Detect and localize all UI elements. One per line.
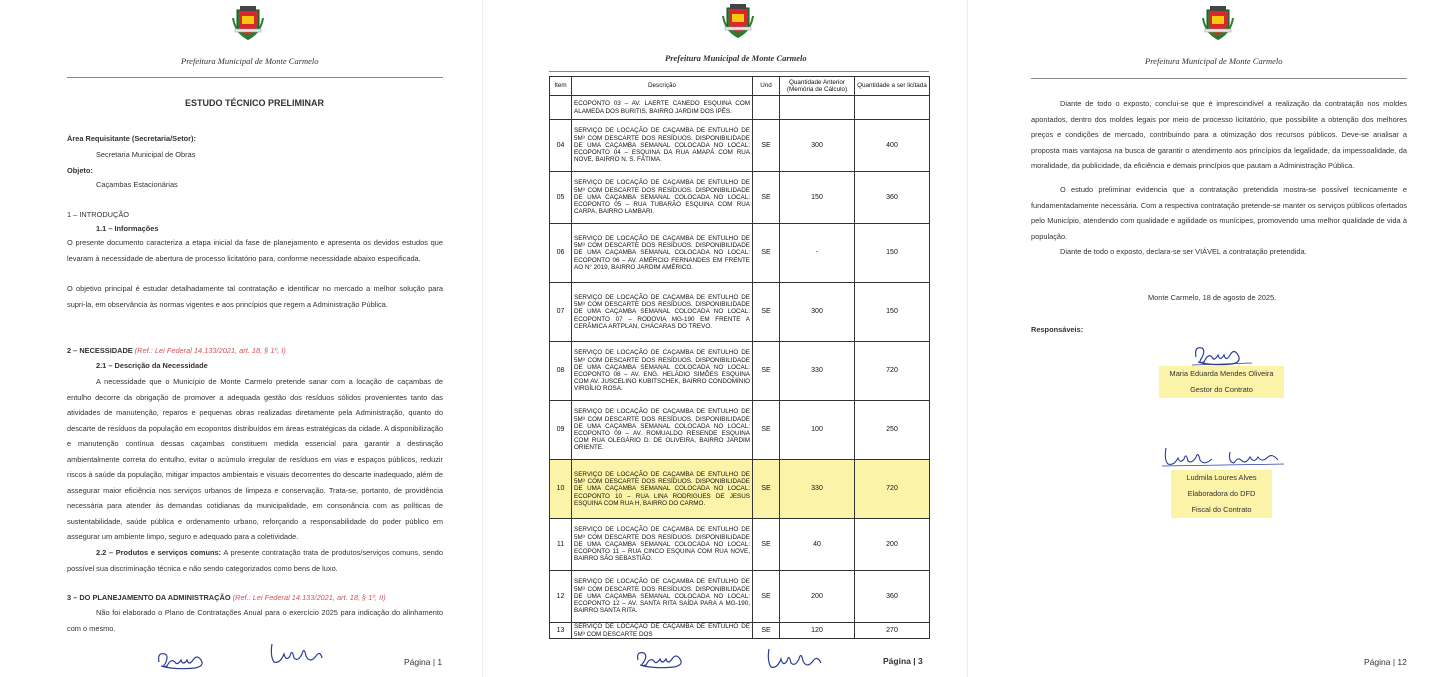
objeto-label: Objeto:: [67, 166, 93, 175]
page-number-1: Página | 1: [404, 657, 443, 667]
intro-paragraph-2: O objetivo principal é estudar detalhadamente tal contratação e identificar no mercado a melhor solução para supri-la, em observância às normas vigentes e aos princípios que regem a Administração Pública.: [67, 284, 443, 309]
section-1-title: 1 – INTRODUÇÃO: [67, 210, 130, 219]
column-header-bid-qty: Quantidade a ser licitada: [855, 77, 930, 96]
signatory-1-role: Gestor do Contrato: [1190, 385, 1253, 394]
signatory-1-name: Maria Eduarda Mendes Oliveira: [1169, 369, 1274, 378]
previous-qty-cell: -: [780, 224, 855, 283]
unit-cell: SE: [753, 519, 780, 571]
unit-cell: SE: [753, 283, 780, 342]
section-2-2-paragraph: [67, 545, 443, 576]
previous-qty-cell: [780, 96, 855, 120]
unit-cell: [753, 96, 780, 120]
bid-qty-cell: 360: [855, 172, 930, 224]
section-3-heading: [67, 590, 386, 606]
signature-initials-2: [763, 646, 825, 672]
unit-cell: SE: [753, 460, 780, 519]
items-table: [549, 76, 930, 639]
bid-qty-cell: 360: [855, 571, 930, 623]
previous-qty-cell: 300: [780, 120, 855, 172]
municipal-crest-logo: [721, 2, 755, 38]
item-cell: 05: [550, 172, 572, 224]
table-row: [550, 519, 930, 571]
description-cell: SERVIÇO DE LOCAÇÃO DE CAÇAMBA DE ENTULHO DE 5M³ COM DESCARTE DOS RESÍDUOS. DISPONIBILIDADE DE UMA CAÇAMBA SEMANAL COLOCADA NO LOCAL: ECOPONTO 12 – AV. SANTA RITA SAÍDA PARA A MG-190, BAIRRO SANTA RITA.: [572, 571, 753, 623]
description-cell: SERVIÇO DE LOCAÇÃO DE CAÇAMBA DE ENTULHO DE 5M³ COM DESCARTE DOS RESÍDUOS. DISPONIBILIDADE DE UMA CAÇAMBA SEMANAL COLOCADA NO LOCAL: ECOPONTO 11 – RUA CINCO ESQUINA COM RUA NOVE, BAIRRO SÃO SEBASTIÃO.: [572, 519, 753, 571]
description-cell: SERVIÇO DE LOCAÇÃO DE CAÇAMBA DE ENTULHO DE 5M³ COM DESCARTE DOS RESÍDUOS. DISPONIBILIDADE DE UMA CAÇAMBA SEMANAL COLOCADA NO LOCAL: ECOPONTO 09 – AV. ROMUALDO RESENDE ESQUINA COM RUA OLEGÁRIO D. DE OLIVEIRA, BAIRRO JARDIM ORIENTE.: [572, 401, 753, 460]
bid-qty-cell: 150: [855, 224, 930, 283]
previous-qty-cell: 300: [780, 283, 855, 342]
signature-initials-1: [634, 648, 690, 670]
item-cell: 06: [550, 224, 572, 283]
header-divider: [549, 71, 929, 72]
area-value: Secretaria Municipal de Obras: [96, 150, 196, 159]
previous-qty-cell: 200: [780, 571, 855, 623]
unit-cell: SE: [753, 401, 780, 460]
table-header-row: [550, 77, 930, 96]
bid-qty-cell: 150: [855, 283, 930, 342]
unit-cell: SE: [753, 224, 780, 283]
table-row: [550, 623, 930, 639]
conclusion-paragraph-3: Diante de todo o exposto, declara-se ser VIÁVEL a contratação pretendida.: [1060, 247, 1307, 256]
table-row: [550, 283, 930, 342]
column-header-previous-qty: Quantidade Anterior (Memória de Cálculo): [780, 77, 855, 96]
section-2-reference: (Ref.: Lei Federal 14.133/2021, art. 18, § 1º, I): [134, 346, 286, 355]
intro-paragraph-1: O presente documento caracteriza a etapa inicial da fase de planejamento e apresenta os devidos estudos que levaram à necessidade de abertura de processo licitatório para, conforme necessidade abaixo especificada.: [67, 238, 443, 263]
column-header-description: Descrição: [572, 77, 753, 96]
need-paragraph: A necessidade que o Município de Monte Carmelo pretende sanar com a locação de caçambas de entulho decorre da obrigação de promover a adequada gestão dos resíduos sólidos provenientes tanto das atividades de manutenção, reparos e pequenas obras realizadas diretamente pela Administração, quanto do descarte de resíduos da população em ecopontos distribuídos em áreas estratégicas da cidade. A disponibilização e manutenção contínua dessas caçambas constituem medida essencial para garantir a destinação ambientalmente correta do entulho, evitar o acúmulo irregular de resíduos em vias e espaços públicos, reduzir riscos à saúde da população, mitigar impactos ambientais e visuais decorrentes do descarte inadequado, além de assegurar maior eficiência nos serviços urbanos de limpeza e conservação. Trata-se, portanto, de providência necessária para atender às demandas cotidianas da municipalidade, em consonância com as políticas de sustentabilidade, saúde pública e ordenamento urbano, reforçando a responsabilidade do poder público em assegurar um ambiente limpo, seguro e adequado para a coletividade.: [67, 377, 443, 541]
previous-qty-cell: 40: [780, 519, 855, 571]
signatory-2-role-2: Fiscal do Contrato: [1191, 505, 1252, 514]
signature-initials-1: [155, 648, 210, 672]
table-row: [550, 120, 930, 172]
table-row: [550, 401, 930, 460]
table-row: [550, 342, 930, 401]
description-cell: SERVIÇO DE LOCAÇÃO DE CAÇAMBA DE ENTULHO DE 5M³ COM DESCARTE DOS RESÍDUOS. DISPONIBILIDADE DE UMA CAÇAMBA SEMANAL COLOCADA NO LOCAL: ECOPONTO 04 – ESQUINA DA RUA AMAPÁ COM RUA NOVE, BAIRRO N. S. FÁTIMA.: [572, 120, 753, 172]
responsibles-label: Responsáveis:: [1031, 325, 1084, 334]
section-2-title: 2 – NECESSIDADE: [67, 346, 133, 355]
bid-qty-cell: 720: [855, 460, 930, 519]
unit-cell: SE: [753, 172, 780, 224]
header-org-name: Prefeitura Municipal de Monte Carmelo: [1145, 56, 1283, 66]
previous-qty-cell: 100: [780, 401, 855, 460]
item-cell: 07: [550, 283, 572, 342]
bid-qty-cell: [855, 96, 930, 120]
description-cell: SERVIÇO DE LOCAÇÃO DE CAÇAMBA DE ENTULHO DE 5M³ COM DESCARTE DOS RESÍDUOS. DISPONIBILIDADE DE UMA CAÇAMBA SEMANAL COLOCADA NO LOCAL: ECOPONTO 10 – RUA LINA RODRIGUES DE JESUS ESQUINA COM RUA H, BAIRRO DO CARMO.: [572, 460, 753, 519]
conclusion-paragraph-2: O estudo preliminar evidencia que a contratação pretendida mostra-se possível tecnicamente e fundamentadamente necessária. Com a respectiva contratação pretende-se manter os serviços públicos ofertados pelo Município, atendendo com qualidade e agilidade os munícipes, promovendo uma melhor qualidade de vida à população.: [1031, 185, 1407, 241]
description-cell: SERVIÇO DE LOCAÇÃO DE CAÇAMBA DE ENTULHO DE 5M³ COM DESCARTE DOS RESÍDUOS. DISPONIBILIDADE DE UMA CAÇAMBA SEMANAL COLOCADA NO LOCAL: ECOPONTO 08 – AV. ENG. HELÁDIO SIMÕES ESQUINA COM AV. JUSCELINO KUBITSCHEK, BAIRRO CONDOMÍNIO VIRGÍLIO ROSA.: [572, 342, 753, 401]
bid-qty-cell: 270: [855, 623, 930, 639]
doc-title: ESTUDO TÉCNICO PRELIMINAR: [185, 98, 325, 108]
header-divider: [1031, 78, 1407, 79]
municipal-crest-logo: [231, 4, 265, 40]
item-cell: 10: [550, 460, 572, 519]
item-cell: [550, 96, 572, 120]
unit-cell: SE: [753, 342, 780, 401]
item-cell: 04: [550, 120, 572, 172]
table-row: [550, 96, 930, 120]
table-row: [550, 172, 930, 224]
item-cell: 13: [550, 623, 572, 639]
bid-qty-cell: 720: [855, 342, 930, 401]
header-org-name: Prefeitura Municipal de Monte Carmelo: [665, 53, 807, 63]
section-1-1-title: 1.1 – Informações: [96, 224, 159, 233]
previous-qty-cell: 120: [780, 623, 855, 639]
description-cell: SERVIÇO DE LOCAÇÃO DE CAÇAMBA DE ENTULHO DE 5M³ COM DESCARTE DOS RESÍDUOS. DISPONIBILIDADE DE UMA CAÇAMBA SEMANAL COLOCADA NO LOCAL: ECOPONTO 06 – AV. AMÉRCIO FERNANDES EM FRENTE AO N° 2019, BAIRRO JARDIM AMÉRICO.: [572, 224, 753, 283]
signature-initials-2: [266, 640, 326, 668]
table-row-highlighted: [550, 460, 930, 519]
municipal-crest-logo: [1201, 4, 1235, 40]
signing-date: Monte Carmelo, 18 de agosto de 2025.: [1148, 293, 1277, 302]
conclusion-paragraph-1: Diante de todo o exposto, conclui-se que é imprescindível a realização da contratação nos moldes apontados, dentro dos moldes legais por meio de processo licitatório, que possibilite a obtenção dos melhores preços e condições de mercado, contribuindo para a otimização dos recursos públicos. Deve-se analisar a proposta mais vantajosa na busca de garantir o atendimento aos princípios da legalidade, da impessoalidade, da moralidade, da publicidade, da eficiência e demais princípios que pautam a Administração Pública.: [1031, 99, 1407, 170]
section-3-reference: (Ref.: Lei Federal 14.133/2021, art. 18, § 1º, II): [232, 593, 386, 602]
signature-ludmila: [1160, 446, 1286, 468]
area-label: Área Requisitante (Secretaria/Setor):: [67, 134, 196, 143]
section-3-title: 3 – DO PLANEJAMENTO DA ADMINISTRAÇÃO: [67, 593, 231, 602]
description-cell: SERVIÇO DE LOCAÇÃO DE CAÇAMBA DE ENTULHO DE 5M³ COM DESCARTE DOS: [572, 623, 753, 639]
section-2-1-title: 2.1 – Descrição da Necessidade: [96, 361, 208, 370]
item-cell: 11: [550, 519, 572, 571]
signatory-1-block: [1159, 366, 1284, 398]
item-cell: 09: [550, 401, 572, 460]
bid-qty-cell: 400: [855, 120, 930, 172]
unit-cell: SE: [753, 623, 780, 639]
section-2-2-title: 2.2 – Produtos e serviços comuns:: [96, 548, 222, 557]
table-row: [550, 224, 930, 283]
description-cell: SERVIÇO DE LOCAÇÃO DE CAÇAMBA DE ENTULHO DE 5M³ COM DESCARTE DOS RESÍDUOS. DISPONIBILIDADE DE UMA CAÇAMBA SEMANAL COLOCADA NO LOCAL: ECOPONTO 05 – RUA TUBARÃO ESQUINA COM RUA CARPA, BAIRRO LAMBARI.: [572, 172, 753, 224]
section-3-paragraph: Não foi elaborado o Plano de Contratações Anual para o exercício 2025 para indicação do alinhamento com o mesmo.: [67, 608, 443, 633]
page-number-3: Página | 3: [883, 656, 923, 666]
table-row: [550, 571, 930, 623]
unit-cell: SE: [753, 571, 780, 623]
signatory-2-block: [1171, 470, 1272, 518]
column-header-item: Item: [550, 77, 572, 96]
bid-qty-cell: 200: [855, 519, 930, 571]
description-cell: ECOPONTO 03 – AV. LAERTE CANEDO ESQUINA COM ALAMEDA DOS BURITIS, BAIRRO JARDIM DOS IPÊS.: [572, 96, 753, 120]
unit-cell: SE: [753, 120, 780, 172]
column-header-unit: Und: [753, 77, 780, 96]
previous-qty-cell: 330: [780, 460, 855, 519]
header-divider: [67, 77, 443, 78]
section-2-heading: [67, 343, 286, 359]
item-cell: 08: [550, 342, 572, 401]
previous-qty-cell: 330: [780, 342, 855, 401]
previous-qty-cell: 150: [780, 172, 855, 224]
bid-qty-cell: 250: [855, 401, 930, 460]
page-number-12: Página | 12: [1364, 657, 1407, 667]
item-cell: 12: [550, 571, 572, 623]
header-org-name: Prefeitura Municipal de Monte Carmelo: [181, 56, 319, 66]
signatory-2-role-1: Elaboradora do DFD: [1187, 489, 1256, 498]
objeto-value: Caçambas Estacionárias: [96, 180, 178, 189]
description-cell: SERVIÇO DE LOCAÇÃO DE CAÇAMBA DE ENTULHO DE 5M³ COM DESCARTE DOS RESÍDUOS. DISPONIBILIDADE DE UMA CAÇAMBA SEMANAL COLOCADA NO LOCAL: ECOPONTO 07 – RODOVIA MG-190 EM FRENTE A CERÂMICA ARTPLAN, CHÁCARAS DO TREVO.: [572, 283, 753, 342]
section-2-2-text: A presente contratação trata de produtos/serviços comuns, sendo possível sua discriminação técnica e não sendo categorizados como bens de luxo.: [67, 548, 443, 573]
signatory-2-name: Ludmila Loures Alves: [1186, 473, 1257, 482]
